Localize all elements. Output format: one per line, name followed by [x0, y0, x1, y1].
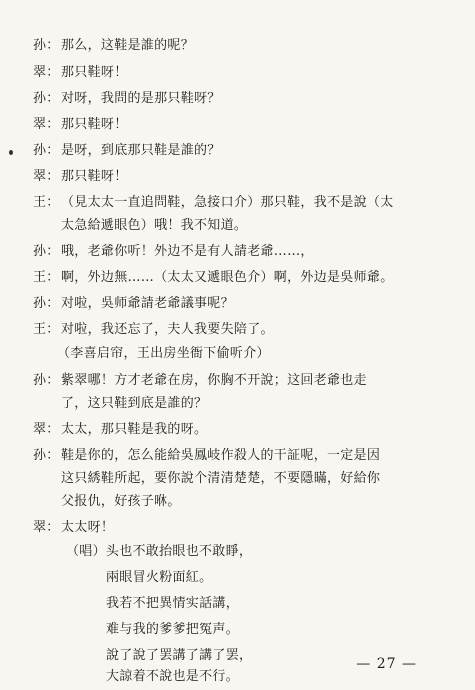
- line-text: 对啦，吳师爺請老爺議事呢？: [61, 296, 234, 311]
- song-line: 难与我的爹爹把冤声。: [106, 622, 240, 637]
- speaker-label: 孙：: [33, 296, 60, 311]
- line-text: 那只鞋呀！: [61, 117, 128, 132]
- dialogue-continuation: 这只綉鞋所起，要你說个清清楚楚，不要隱瞞，好給你: [61, 471, 381, 486]
- speaker-label: 孙：: [33, 373, 60, 388]
- speaker-label: 王：: [33, 322, 60, 337]
- line-text: 太太呀！: [61, 520, 115, 535]
- song-line: 說了說了罢講了講了罢，: [106, 648, 253, 663]
- song-line: 兩眼冒火粉面紅。: [106, 570, 213, 585]
- speaker-label: 孙：: [33, 244, 60, 259]
- speaker-label: 孙：: [33, 448, 60, 463]
- speaker-label: 孙：: [33, 38, 60, 53]
- dialogue-line: [33, 38, 194, 54]
- dialogue-line: [33, 91, 221, 107]
- dialogue-line: [33, 169, 128, 185]
- speaker-label: 翠：: [33, 169, 60, 184]
- dialogue-line: [33, 373, 367, 389]
- line-text: 太太，那只鞋是我的呀。: [61, 422, 208, 437]
- line-text: 那只鞋呀！: [61, 65, 128, 80]
- speaker-label: 王：: [33, 195, 60, 210]
- dialogue-line: [33, 195, 394, 211]
- speaker-label: 翠：: [33, 422, 60, 437]
- speaker-label: 翠：: [33, 117, 60, 132]
- dialogue-continuation: 父报仇，好孩子咻。: [61, 494, 181, 509]
- line-text: 紫翠哪！方才老爺在房，你胸不开說；这回老爺也走: [61, 373, 367, 388]
- dialogue-line: [33, 296, 234, 312]
- line-text: 鞋是你的，怎么能給吳鳳岐作殺人的干証呢，一定是因: [61, 448, 381, 463]
- line-text: 那只鞋呀！: [61, 169, 128, 184]
- line-text: 那么，这鞋是誰的呢？: [61, 38, 195, 53]
- page-number: — 27 —: [356, 656, 417, 672]
- speaker-label: 孙：: [33, 91, 60, 106]
- dialogue-line: [33, 322, 274, 338]
- ink-speck: [9, 150, 13, 155]
- dialogue-line: [33, 422, 207, 438]
- speaker-label: 翠：: [33, 65, 60, 80]
- line-text: 对呀，我問的是那只鞋呀？: [61, 91, 221, 106]
- line-text: 是呀，到底那只鞋是誰的？: [61, 143, 221, 158]
- speaker-label: 王：: [33, 270, 60, 285]
- song-tag: （唱）: [66, 544, 106, 559]
- dialogue-line: [33, 143, 221, 159]
- song-text: 头也不敢抬眼也不敢睜，: [105, 544, 253, 559]
- dialogue-line: [33, 244, 314, 260]
- dialogue-line: [33, 448, 380, 464]
- stage-direction: （李喜启帘，王出房坐衙下偷听介）: [57, 346, 270, 361]
- song-line: [66, 544, 252, 560]
- song-line: 大諒着不說也是不行。: [106, 669, 240, 684]
- dialogue-line: [33, 117, 128, 133]
- song-line: 我若不把異情实話講，: [106, 596, 240, 611]
- line-text: 啊，外边無……（太太又遞眼色介）啊，外边是吳师爺。: [61, 270, 394, 285]
- line-text: （見太太一直追問鞋，急接口介）那只鞋，我不是說（太: [61, 195, 394, 210]
- dialogue-line: [33, 520, 114, 536]
- line-text: 对啦，我还忘了，夫人我要失陪了。: [61, 322, 274, 337]
- dialogue-line: [33, 270, 394, 286]
- dialogue-continuation: 太急給遞眼色）哦！我不知道。: [61, 218, 248, 233]
- dialogue-line: [33, 65, 128, 81]
- speaker-label: 翠：: [33, 520, 60, 535]
- speaker-label: 孙：: [33, 143, 60, 158]
- line-text: 哦，老爺你听！外边不是有人請老爺……，: [61, 244, 314, 259]
- dialogue-continuation: 了，这只鞋到底是誰的？: [61, 396, 208, 411]
